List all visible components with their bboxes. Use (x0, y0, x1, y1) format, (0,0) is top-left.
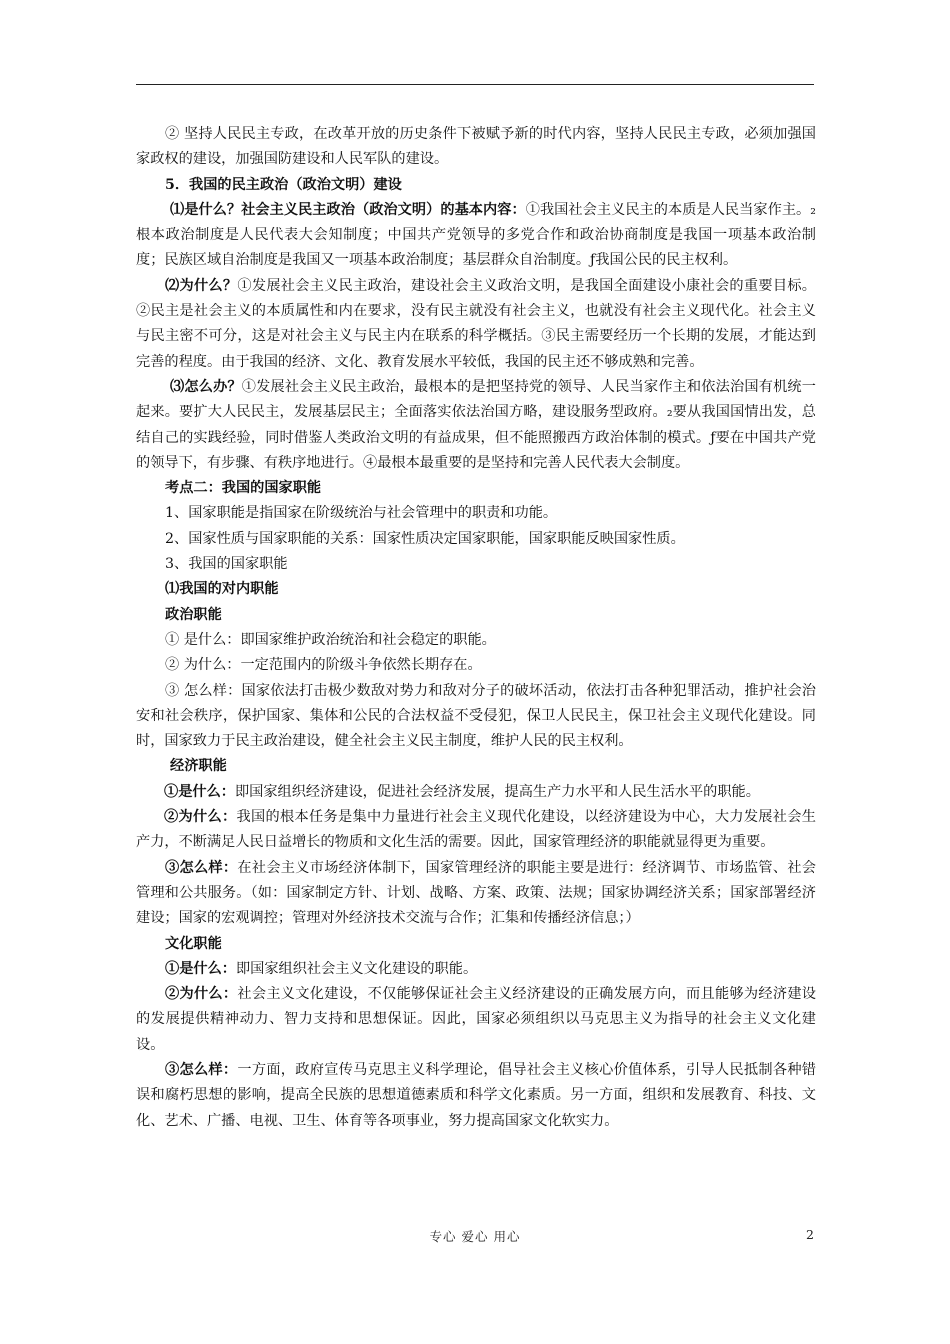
paragraph-text: 社会主义文化建设，不仅能够保证社会主义经济建设的正确发展方向，而且能够为经济建设的发展提供精神动力、智力支持和思想保证。因此，国家必须组织以马克思主义为指导的社会主义文化建设。 (136, 986, 816, 1053)
paragraph (136, 527, 816, 552)
paragraph (136, 476, 816, 501)
paragraph-text: ①发展社会主义民主政治，建设社会主义政治文明，是我国全面建设小康社会的重要目标。②民主是社会主义的本质属性和内在要求，没有民主就没有社会主义，也就没有社会主义现代化。社会主义与民主密不可分，这是对社会主义与民主内在联系的科学概括。③民主需要经历一个长期的发展，才能达到完善的程度。由于我国的经济、文化、教育发展水平较低，我国的民主还不够成熟和完善。 (136, 277, 816, 370)
paragraph-lead: ⑴是什么？社会主义民主政治（政治文明）的基本内容： (170, 201, 526, 218)
paragraph (136, 957, 816, 982)
paragraph-text: 3、我国的国家职能 (165, 556, 288, 573)
paragraph-text: 我国的根本任务是集中力量进行社会主义现代化建设，以经济建设为中心，大力发展社会生产力，不断满足人民日益增长的物质和文化生活的需要。因此，国家管理经济的职能就显得更为重要。 (136, 809, 816, 851)
paragraph (136, 173, 816, 198)
paragraph-lead: 政治职能 (165, 606, 222, 623)
paragraph (136, 932, 816, 957)
paragraph-text: ② 为什么：一定范围内的阶级斗争依然长期存在。 (165, 657, 482, 674)
page-number: 2 (806, 1227, 814, 1242)
paragraph (136, 780, 816, 805)
paragraph-lead: ①是什么： (165, 960, 236, 977)
paragraph-lead: ②为什么： (164, 809, 237, 826)
paragraph-text: ③ 怎么样：国家依法打击极少数敌对势力和敌对分子的破坏活动，依法打击各种犯罪活动，推护社会治安和社会秩序，保护国家、集体和公民的合法权益不受侵犯，保卫人民民主，保卫社会主义现代化建设。同时，国家致力于民主政治建设，健全社会主义民主制度，维护人民的民主权利。 (136, 682, 816, 750)
paragraph (136, 198, 816, 274)
paragraph-text: ①发展社会主义民主政治，最根本的是把坚持党的领导、人民当家作主和依法治国有机统一起来。要扩大人民民主，发展基层民主；全面落实依法治国方略，建设服务型政府。₂要从我国国情出发，总结自己的实践经验，同时借鉴人类政治文明的有益成果，但不能照搬西方政治体制的模式。ƒ要在中国共产党的领导下，有步骤、有秩序地进行。④最根本最重要的是坚持和完善人民代表大会制度。 (136, 378, 816, 471)
paragraph (136, 679, 816, 755)
paragraph-text: 一方面，政府宣传马克思主义科学理论，倡导社会主义核心价值体系，引导人民抵制各种错误和腐朽思想的影响，提高全民族的思想道德素质和科学文化素质。另一方面，组织和发展教育、科技、文化、艺术、广播、电视、卫生、体育等各项事业，努力提高国家文化软实力。 (136, 1061, 816, 1129)
paragraph (136, 501, 816, 526)
paragraph-text: 即国家组织经济建设，促进社会经济发展，提高生产力水平和人民生活水平的职能。 (234, 783, 760, 800)
header-rule (136, 84, 814, 85)
paragraph (136, 653, 816, 678)
paragraph (136, 274, 816, 375)
paragraph-text: 在社会主义市场经济体制下，国家管理经济的职能主要是进行：经济调节、市场监管、社会管理和公共服务。（如：国家制定方针、计划、战略、方案、政策、法规；国家协调经济关系；国家部署经济建设；国家的宏观调控；管理对外经济技术交流与合作；汇集和传播经济信息；） (136, 859, 816, 927)
paragraph (136, 754, 816, 779)
paragraph-lead: 考点二：我国的国家职能 (165, 480, 322, 497)
paragraph-lead: ⑵为什么？ (165, 277, 238, 294)
paragraph (136, 1058, 816, 1134)
paragraph (136, 122, 816, 173)
paragraph-lead: ⑶怎么办？ (170, 378, 242, 395)
paragraph (136, 603, 816, 628)
paragraph (136, 982, 816, 1058)
paragraph-text: 2、国家性质与国家职能的关系：国家性质决定国家职能，国家职能反映国家性质。 (165, 530, 685, 547)
paragraph (136, 552, 816, 577)
paragraph (136, 805, 816, 856)
paragraph-text: 即国家组织社会主义文化建设的职能。 (235, 960, 478, 977)
document-body (136, 122, 816, 1134)
paragraph-lead: 5．我国的民主政治（政治文明）建设 (165, 176, 402, 193)
paragraph-lead: 文化职能 (165, 935, 222, 952)
paragraph-lead: ⑴我国的对内职能 (165, 581, 279, 598)
paragraph-text: 1、国家职能是指国家在阶级统治与社会管理中的职责和功能。 (165, 505, 558, 522)
paragraph-lead: ③怎么样： (165, 1061, 238, 1078)
paragraph-lead: ③怎么样： (165, 859, 238, 876)
paragraph-text: ①我国社会主义民主的本质是人民当家作主。₂根本政治制度是人民代表大会知制度；中国共产党领导的多党合作和政治协商制度是我国一项基本政治制度；民族区域自治制度是我国又一项基本政治制度；基层群众自治制度。ƒ我国公民的民主权利。 (136, 201, 816, 269)
paragraph-lead: ②为什么： (165, 986, 238, 1003)
paragraph (136, 375, 816, 476)
paragraph (136, 856, 816, 932)
footer-motto: 专心 爱心 用心 (429, 1229, 521, 1244)
paragraph (136, 628, 816, 653)
paragraph (136, 577, 816, 602)
paragraph-text: ① 是什么：即国家维护政治统治和社会稳定的职能。 (165, 631, 496, 648)
paragraph-lead: 经济职能 (170, 758, 227, 775)
paragraph-text: ② 坚持人民民主专政，在改革开放的历史条件下被赋予新的时代内容，坚持人民民主专政，必须加强国家政权的建设，加强国防建设和人民军队的建设。 (136, 126, 816, 168)
paragraph-lead: ①是什么： (164, 783, 235, 800)
